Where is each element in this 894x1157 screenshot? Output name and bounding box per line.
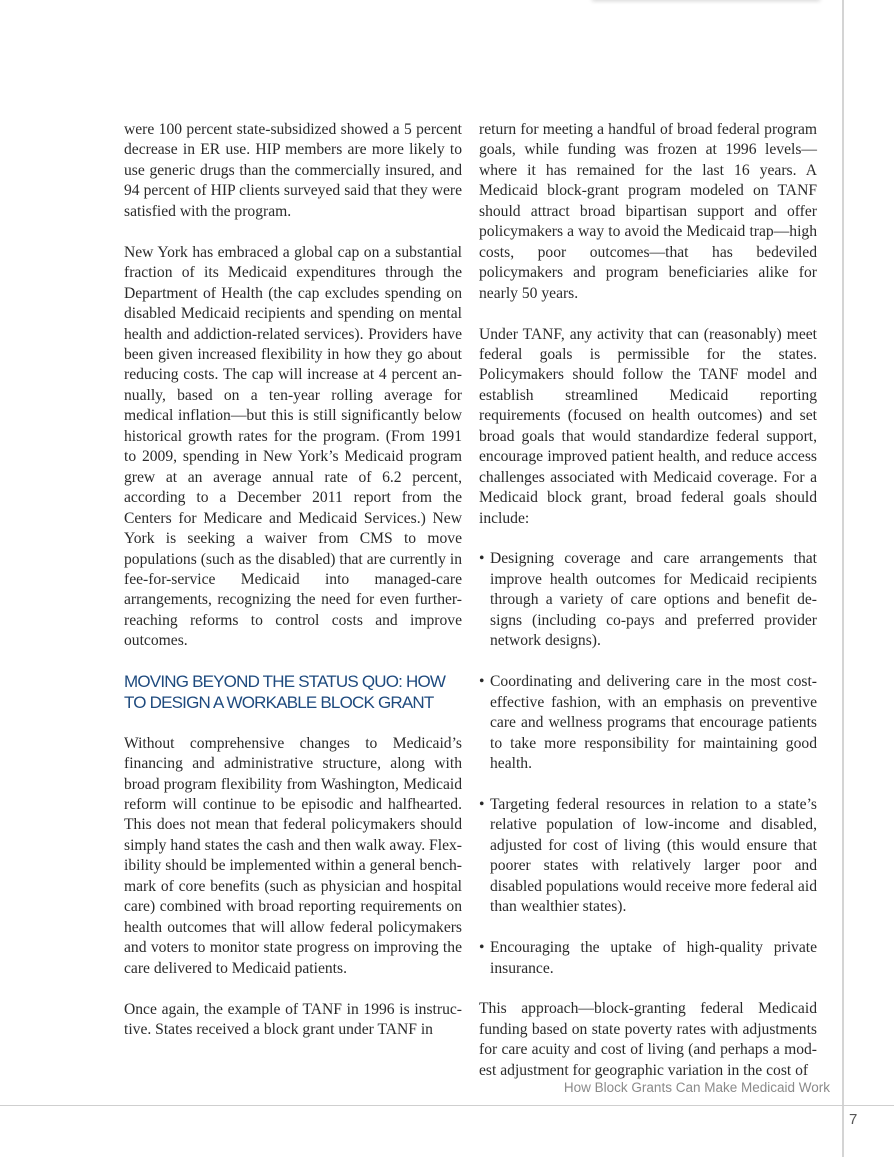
bullet-text: Encouraging the uptake of high-quality private insurance. [490,939,817,977]
goals-bullet-list [479,549,817,978]
bullet-icon: • [479,939,485,957]
body-paragraph: return for meeting a handful of broad federal program goals, while funding was frozen at 1996 levels—where it has remained for the last 16 years. A Medicaid block-grant program modeled on TANF should attract broad bipartisan support and offer policymakers a way to avoid the Medicaid trap—high costs, poor outcomes—that has bedeviled policymakers and program beneficiaries alike for nearly 50 years. [479,121,817,302]
body-paragraph: This approach—block-granting federal Medicaid funding based on state poverty rates with adjustments for care acuity and cost of living (and perhaps a modest adjustment for geographic variation in the cost of [479,1000,817,1079]
bullet-icon: • [479,550,485,568]
bullet-item [479,672,817,774]
left-column [124,120,462,1061]
bullet-item [479,549,817,651]
body-paragraph: Once again, the example of TANF in 1996 is instructive. States received a block grant under TANF in [124,1000,462,1038]
body-paragraph: Under TANF, any activity that can (reasonably) meet federal goals is permissible for the states. Policymakers should follow the TANF model and establish streamlined Medicaid reporting requirements (focused on health outcomes) and set broad goals that would standardize federal support, encourage improved patient health, and reduce access challenges associated with Medicaid coverage. For a Medicaid block grant, broad federal goals should include: [479,325,817,527]
footer-horizontal-rule [0,1105,894,1106]
body-paragraph: New York has embraced a global cap on a substantial fraction of its Medicaid expenditures through the Department of Health (the cap excludes spending on disabled Medicaid recipients and spending on mental health and addiction-related services). Providers have been given increased flexibility in how they go about reducing costs. The cap will increase at 4 percent annually, based on a ten-year rolling average for medical inflation—but this is still significantly below historical growth rates for the program. (From 1991 to 2009, spending in New York’s Medicaid program grew at an average annual rate of 6.2 percent, according to a December 2011 report from the Centers for Medicare and Medicaid Services.) New York is seeking a waiver from CMS to move populations (such as the disabled) that are currently in fee-for-service Medicaid into managed-care arrangements, recognizing the need for even further-reaching reforms to control costs and improve outcomes. [124,243,462,650]
section-heading: MOVING BEYOND THE STATUS QUO: HOW TO DESIGN A WORKABLE BLOCK GRANT [124,672,446,712]
page-margin-vertical-rule [842,0,844,1157]
bullet-text: Designing coverage and care arrangements that improve health outcomes for Medicaid recipients through a variety of care options and benefit designs (including co-pays and preferred provider network designs). [490,550,817,650]
page-number: 7 [849,1111,858,1128]
bullet-item [479,795,817,918]
bullet-icon: • [479,795,485,813]
right-column [479,120,817,1102]
bullet-item [479,938,817,979]
body-paragraph: Without comprehensive changes to Medicaid’s financing and administrative structure, along with broad program flexibility from Washington, Medicaid reform will continue to be episodic and halfhearted. This does not mean that federal policymakers should simply hand states the cash and then walk away. Flexibility should be implemented within a general benchmark of core benefits (such as physician and hospital care) combined with broad reporting requirements on health outcomes that will allow federal policymakers and voters to monitor state progress on improving the care delivered to Medicaid patients. [124,734,462,977]
bullet-text: Targeting federal resources in relation to a state’s relative population of low-income and disabled, adjusted for cost of living (this would ensure that poorer states with relatively larger poor and disabled populations would receive more federal aid than wealthier states). [490,795,817,916]
bullet-icon: • [479,673,485,691]
running-footer-title: How Block Grants Can Make Medicaid Work [563,1080,830,1095]
bullet-text: Coordinating and delivering care in the most cost-effective fashion, with an emphasis on preventive care and wellness programs that encourage patients to take more responsibility for maintaining good health. [490,673,817,772]
body-paragraph: were 100 percent state-subsidized showed a 5 percent decrease in ER use. HIP members are more likely to use generic drugs than the commercially insured, and 94 percent of HIP clients surveyed said that they were satisfied with the program. [124,121,462,220]
